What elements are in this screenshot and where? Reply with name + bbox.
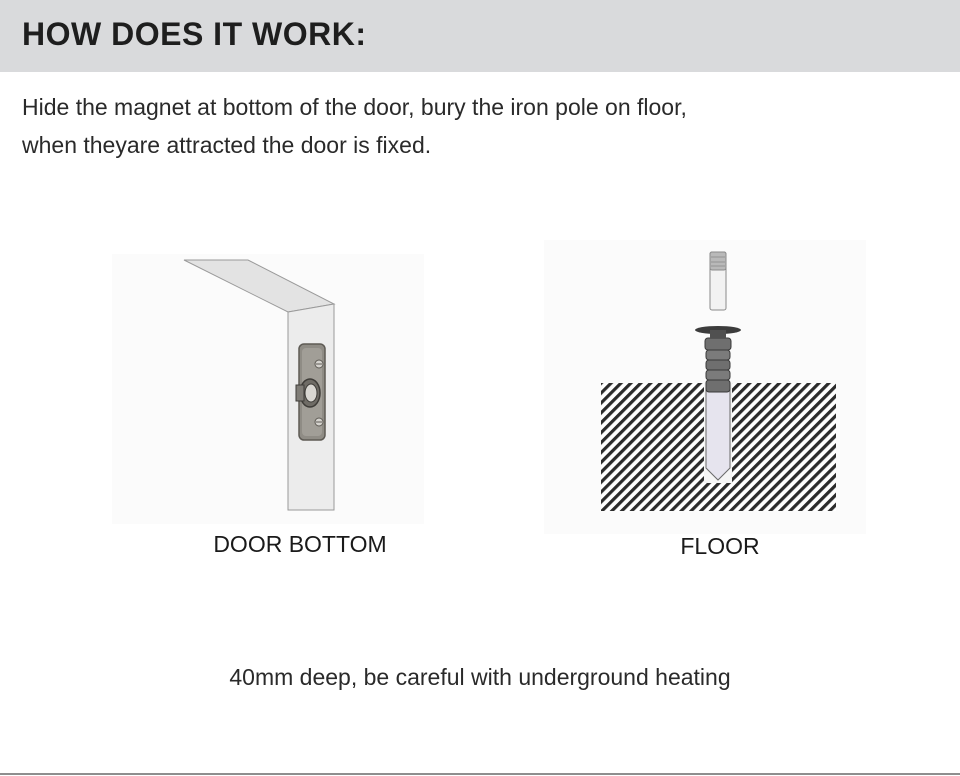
installation-note: 40mm deep, be careful with underground heating xyxy=(229,664,731,690)
floor-drawing xyxy=(544,240,866,534)
header-bar xyxy=(0,0,960,72)
door-bottom-illustration xyxy=(112,254,424,524)
floor-caption: FLOOR xyxy=(680,533,760,559)
bottom-divider xyxy=(0,773,960,775)
floor-illustration xyxy=(544,240,866,534)
page-title: HOW DOES IT WORK: xyxy=(22,16,367,52)
door-bottom-caption: DOOR BOTTOM xyxy=(213,531,387,557)
intro-line-2: when theyare attracted the door is fixed. xyxy=(22,132,432,158)
intro-paragraph xyxy=(22,88,922,164)
door-bottom-drawing xyxy=(112,254,424,524)
intro-line-1: Hide the magnet at bottom of the door, bury the iron pole on floor, xyxy=(22,94,687,120)
